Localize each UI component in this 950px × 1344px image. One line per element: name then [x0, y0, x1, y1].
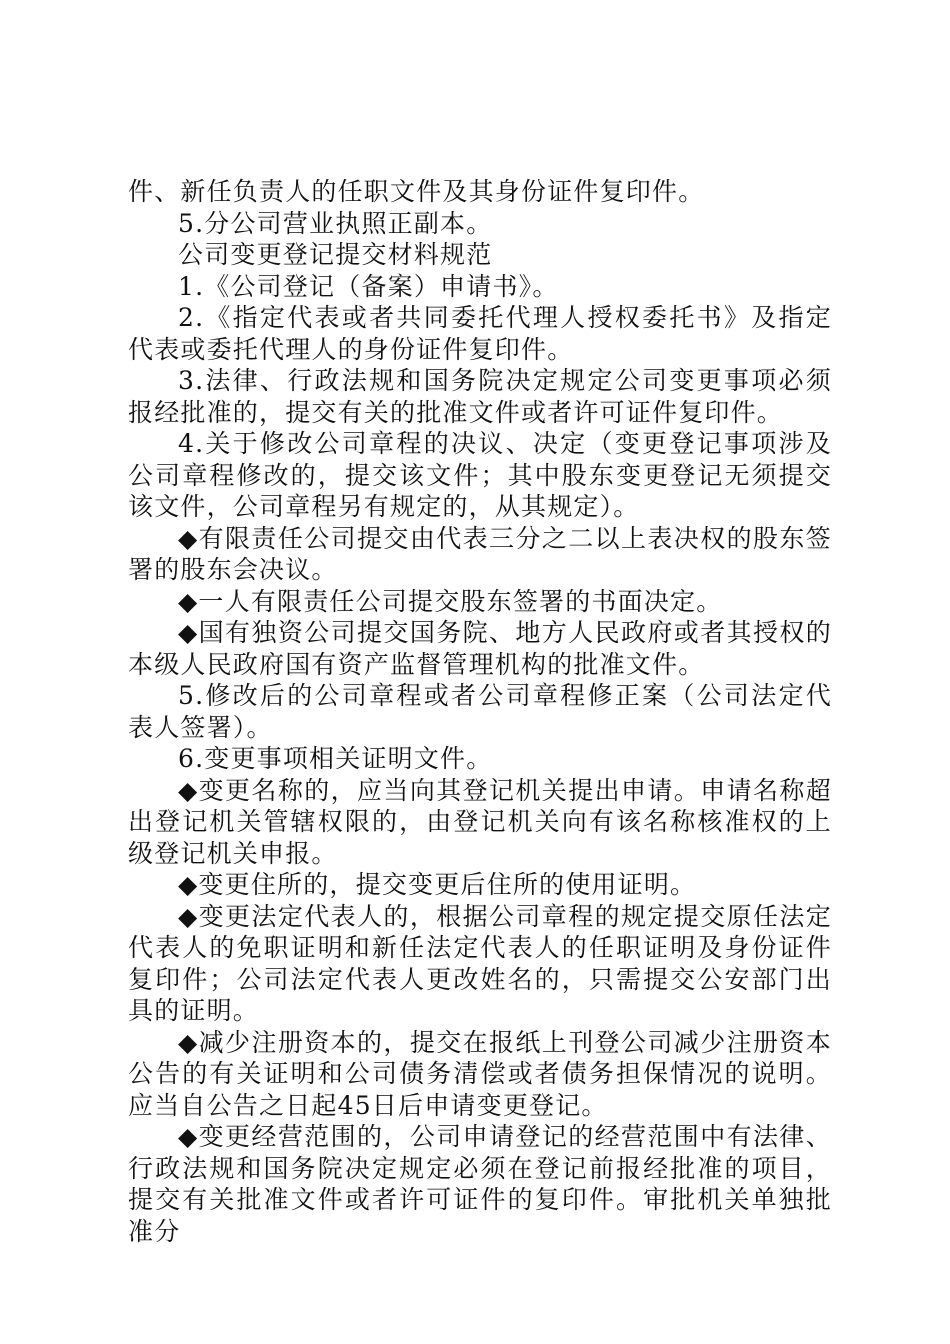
list-item: 6.变更事项相关证明文件。: [178, 744, 493, 773]
bullet-item: ◆变更法定代表人的，根据公司章程的规定提交原任法定代表人的免职证明和新任法定代表人的任职证明及身份证件复印件；公司法定代表人更改姓名的，只需提交公安部门出具的证明。: [128, 901, 832, 1025]
bullet-item: ◆变更名称的，应当向其登记机关提出申请。申请名称超出登记机关管辖权限的，由登记机关向有该名称核准权的上级登记机关申报。: [128, 775, 832, 868]
list-item: 2.《指定代表或者共同委托代理人授权委托书》及指定代表或委托代理人的身份证件复印件。: [128, 303, 832, 364]
list-item: 5.修改后的公司章程或者公司章程修正案（公司法定代表人签署）。: [128, 681, 832, 742]
list-item: 1.《公司登记（备案）申请书》。: [178, 271, 559, 301]
document-body: [128, 176, 832, 1247]
bullet-item: ◆国有独资公司提交国务院、地方人民政府或者其授权的本级人民政府国有资产监督管理机构的批准文件。: [128, 618, 832, 679]
section-heading: 公司变更登记提交材料规范: [178, 240, 493, 269]
paragraph: 件、新任负责人的任职文件及其身份证件复印件。: [128, 177, 705, 206]
bullet-item: ◆一人有限责任公司提交股东签署的书面决定。: [178, 586, 723, 616]
bullet-item: ◆变更经营范围的，公司申请登记的经营范围中有法律、行政法规和国务院决定规定必须在登记前报经批准的项目，提交有关批准文件或者许可证件的复印件。审批机关单独批准分: [128, 1122, 832, 1246]
bullet-item: ◆减少注册资本的，提交在报纸上刊登公司减少注册资本公告的有关证明和公司债务清偿或者债务担保情况的说明。应当自公告之日起45日后申请变更登记。: [128, 1027, 832, 1120]
bullet-item: ◆变更住所的，提交变更后住所的使用证明。: [178, 870, 697, 899]
bullet-item: ◆有限责任公司提交由代表三分之二以上表决权的股东签署的股东会决议。: [128, 523, 832, 584]
list-item: 3.法律、行政法规和国务院决定规定公司变更事项必须报经批准的，提交有关的批准文件或者许可证件复印件。: [128, 366, 832, 427]
paragraph: 5.分公司营业执照正副本。: [178, 208, 493, 238]
list-item: 4.关于修改公司章程的决议、决定（变更登记事项涉及公司章程修改的，提交该文件；其中股东变更登记无须提交该文件，公司章程另有规定的，从其规定）。: [128, 429, 832, 521]
